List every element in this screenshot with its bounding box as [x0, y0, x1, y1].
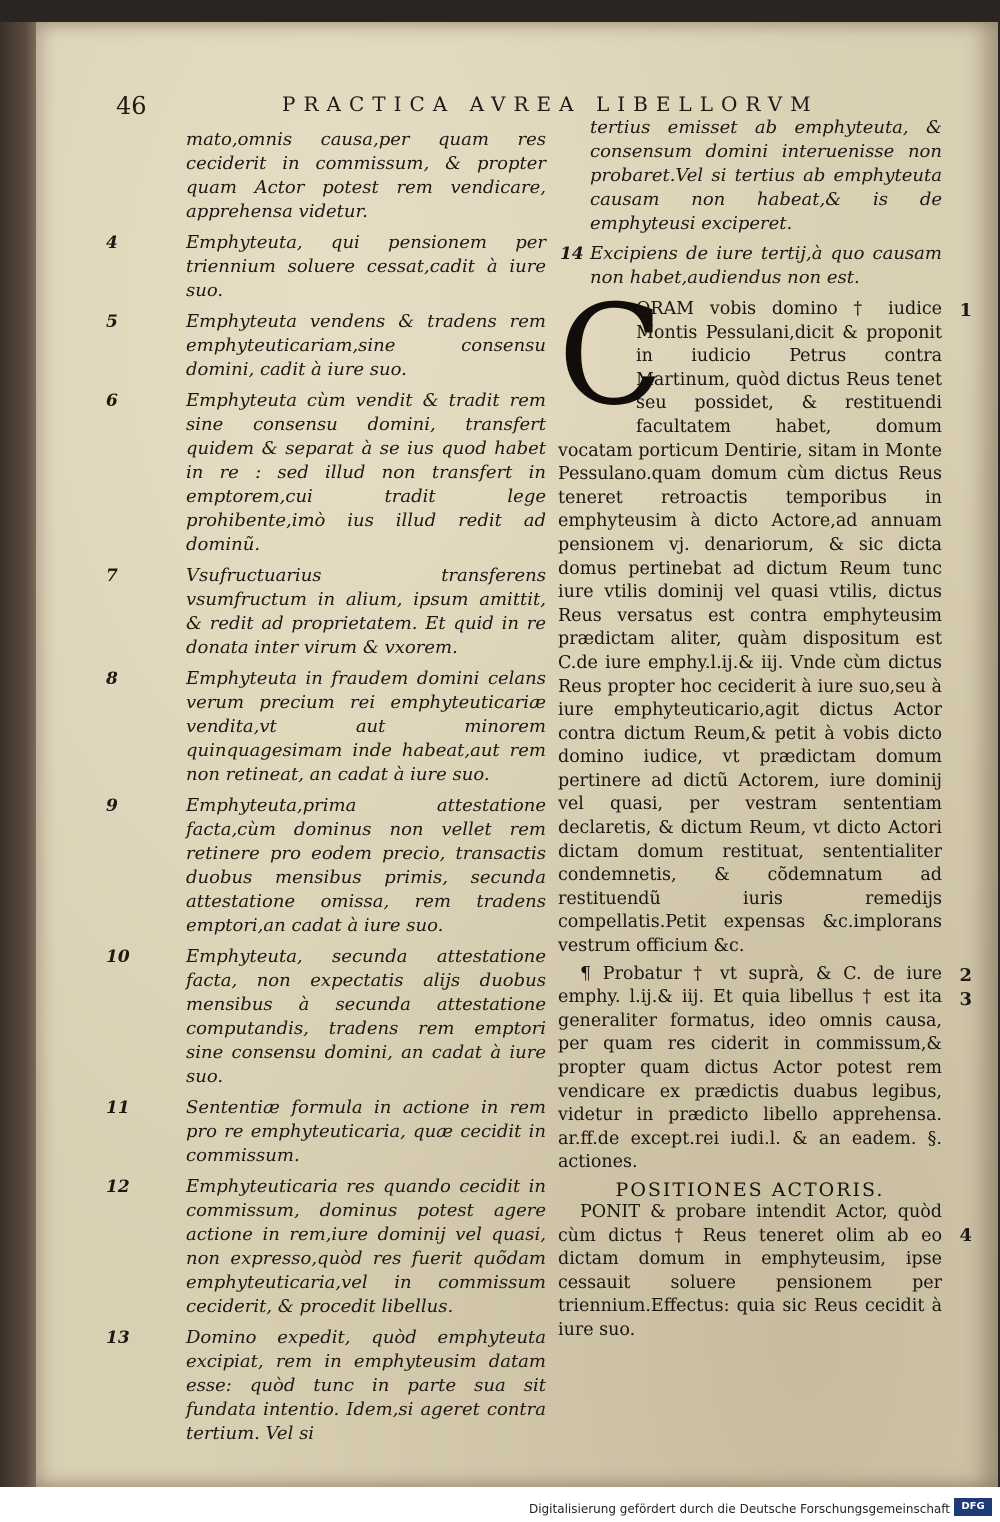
dfg-logo: DFG [954, 1498, 992, 1516]
margin-note-4: 4 [959, 1224, 972, 1246]
libellus-paragraph: ORAM vobis domino † iudice Montis Pessulani,dicit & proponit in iudicio Petrus contra Martinum, quòd dictus Reus tenet seu possidet, & restituendi facultatem habet, domum vocatam porticum Dentirie, sitam in Monte Pessulano.quam domum cùm dictus Reus teneret retroactis temporibus in emphyteusim à dicto Actore,ad annuam pensionem vj. denariorum, & sic dicta domus pertinebat ad dictum Reum tunc iure vtilis dominij vel quasi vtilis, dictus Reus versatus est contra emphyteusim prædictam aliter, quàm dispositum est C.de iure emphy.l.ij.& iij. Vnde cùm dictus Reus propter hoc ceciderit à iure suo,seu à iure emphyteuticario,agit dictus Actor contra dictum Reum,& petit à vobis dicto domino iudice, vt prædictam domum pertinere ad dictũ Actorem, iure dominij vel quasi, per vestram sententiam declaretis, & dictum Reum, vt dicto Actori dictam domum restituat, sententialiter condemnetis, & cõdemnatum ad restituendũ iuris remedijs compellatis.Petit expensas &c.implorans vestrum officium &c. [558, 299, 942, 957]
page-number: 46 [116, 92, 147, 120]
summary-text: Emphyteuta in fraudem domini celans verum precium rei emphyteuticariæ vendita,vt aut minorem quinquagesimam inde habeat,aut rem non retineat, an cadat à iure suo. [186, 668, 546, 785]
summary-item-11 [106, 1096, 546, 1168]
summary-item-8 [106, 667, 546, 787]
drop-cap: C [558, 275, 664, 436]
summary-text: Emphyteuta vendens & tradens rem emphyteuticariam,sine consensu domini, cadit à iure suo. [186, 311, 546, 380]
summary-text: Emphyteuticaria res quando cecidit in commissum, dominus potest agere actione in rem,iure dominij vel quasi, non expresso,quòd res fuerit quõdam emphyteuticaria,vel in commissum ceciderit, & procedit libellus. [186, 1176, 546, 1317]
summary-text: Excipiens de iure tertij,à quo causam non habet,audiendus non est. [590, 243, 942, 288]
summary-item-12 [106, 1175, 546, 1319]
summary-item-6 [106, 389, 546, 557]
summary-item-13 [106, 1326, 546, 1446]
summary-number: 7 [106, 566, 118, 586]
libellus-section [558, 275, 972, 959]
summary-number: 8 [106, 669, 118, 689]
probatur-section [558, 963, 972, 1175]
section-title: POSITIONES ACTORIS. [615, 1178, 885, 1201]
summary-intro-text: mato,omnis causa,per quam res ceciderit in commissum, & propter quam Actor potest rem vendicare, apprehensa videtur. [186, 129, 546, 222]
summary-text: Emphyteuta,prima attestatione facta,cùm dominus non vellet rem retinere pro eodem precio, transactis duobus mensibus primis, secunda attestatione omissa, rem tradens emptori,an cadat à iure suo. [186, 795, 546, 936]
summary-number: 10 [106, 947, 130, 967]
left-column [106, 128, 546, 1453]
right-column [558, 116, 972, 1343]
positiones-paragraph: PONIT & probare intendit Actor, quòd cùm dictus † Reus teneret olim ab eo dictam domum in emphyteusim, ipse cessauit soluere pensionem per triennium.Effectus: quia sic Reus cecidit à iure suo. [558, 1201, 942, 1340]
summary-item-4 [106, 231, 546, 303]
summary-continuation [558, 116, 942, 236]
summary-text: Vsufructuarius transferens vsumfructum in alium, ipsum amittit, & redit ad proprietatem. Et quid in re donata inter virum & vxorem. [186, 565, 546, 658]
summary-item-9 [106, 794, 546, 938]
margin-note-3: 3 [959, 988, 972, 1010]
summary-text: Domino expedit, quòd emphyteuta excipiat, rem in emphyteusim datam esse: quòd tunc in parte sua sit fundata intentio. Idem,si ageret contra tertium. Vel si [186, 1327, 546, 1444]
summary-item-10 [106, 945, 546, 1089]
summary-number: 11 [106, 1098, 130, 1118]
summary-text: Emphyteuta, qui pensionem per triennium soluere cessat,cadit à iure suo. [186, 232, 546, 301]
summary-text: Emphyteuta, secunda attestatione facta, non expectatis alijs duobus mensibus à secunda attestatione computandis, tradens rem emptori sine consensu domini, an cadat à iure suo. [186, 946, 546, 1087]
summary-number: 4 [106, 233, 118, 253]
summary-continuation-text: tertius emisset ab emphyteuta, & consensum domini interuenisse non probaret.Vel si tertius ab emphyteuta causam non habeat,& is de emphyteusi exciperet. [590, 117, 942, 234]
book-edge [0, 22, 36, 1487]
summary-item-7 [106, 564, 546, 660]
summary-number: 13 [106, 1328, 130, 1348]
summary-number: 14 [560, 244, 584, 264]
positiones-section [558, 1201, 972, 1343]
running-head: PRACTICA AVREA LIBELLORVM [282, 92, 819, 116]
margin-note-1: 1 [959, 300, 972, 321]
summary-item-5 [106, 310, 546, 382]
summary-number: 9 [106, 796, 118, 816]
summary-text: Emphyteuta cùm vendit & tradit rem sine consensu domini, transfert quidem & separat à se ius quod habet in re : sed illud non transfert in emptorem,cui tradit lege prohibente,imò ius illud redit ad dominũ. [186, 390, 546, 555]
summary-text: Sententiæ formula in actione in rem pro re emphyteuticaria, quæ cecidit in commissum. [186, 1097, 546, 1166]
footer-credit: Digitalisierung gefördert durch die Deutsche Forschungsgemeinschaft [528, 1502, 950, 1516]
summary-number: 6 [106, 391, 118, 411]
summary-number: 5 [106, 312, 118, 332]
margin-note-2: 2 [959, 964, 972, 986]
summary-intro [148, 128, 546, 224]
summary-number: 12 [106, 1177, 130, 1197]
probatur-paragraph: ¶ Probatur † vt suprà, & C. de iure emphy. l.ij.& iij. Et quia libellus † est ita generaliter formatus, ideo omnis causa, per quam res ciderit in commissum,& propter quam dictus Actor potest rem vendicare ex prædictis duabus legibus, videtur in prædicto libello apprehensa. ar.ff.de except.rei iudi.l. & an eadem. §. actiones. [558, 963, 942, 1173]
